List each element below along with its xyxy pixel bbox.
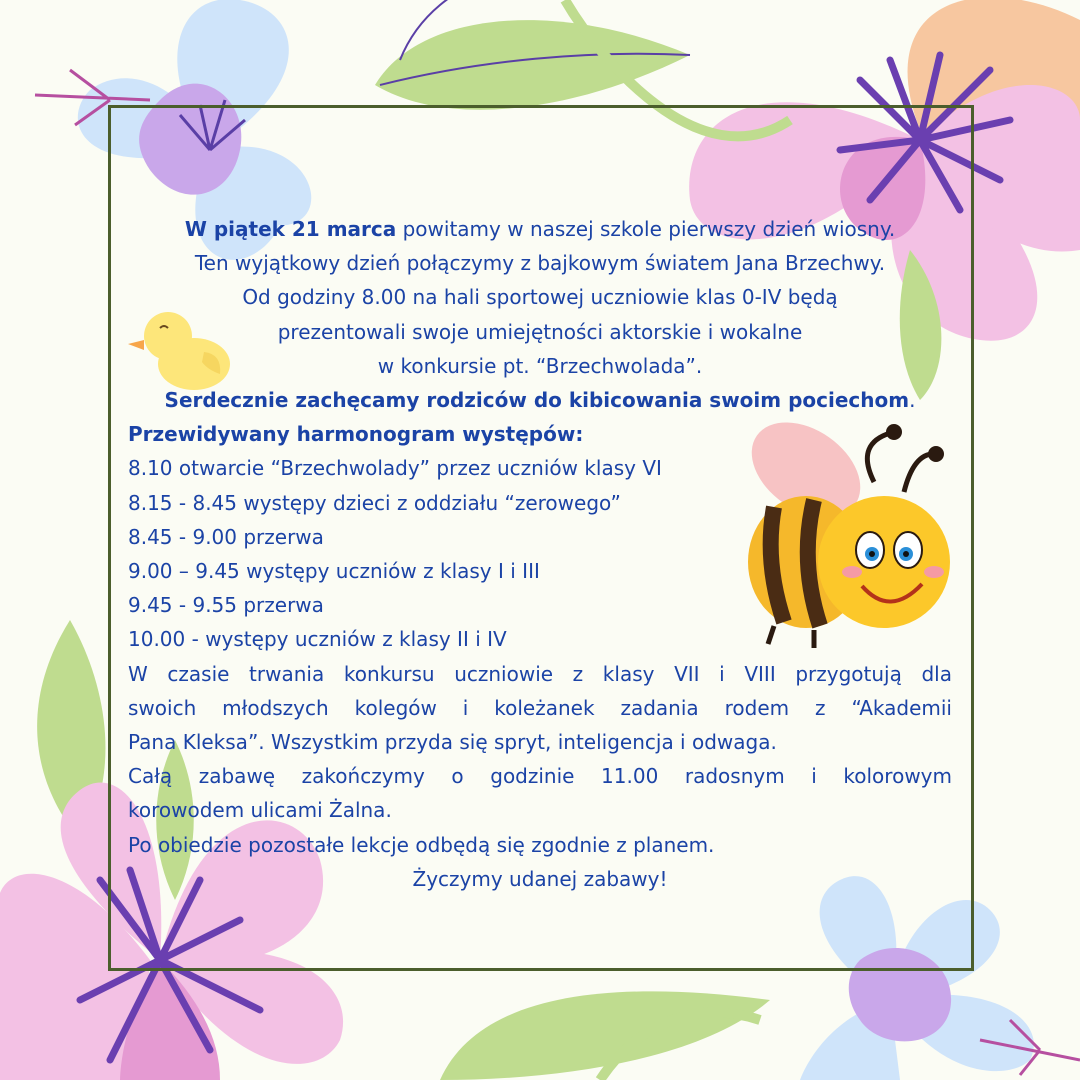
schedule-item: 8.10 otwarcie “Brzechwolady” przez uczniów klasy VI <box>128 456 662 481</box>
details-line: W czasie trwania konkursu uczniowie z klasy VII i VIII przygotują dla <box>128 661 952 686</box>
announcement-text <box>128 212 952 896</box>
details-line: korowodem ulicami Żalna. <box>128 798 392 823</box>
schedule-item: 10.00 - występy uczniów z klasy II i IV <box>128 627 507 652</box>
schedule-item: 9.45 - 9.55 przerwa <box>128 593 324 618</box>
intro-line-1: W piątek 21 marca powitamy w naszej szkole pierwszy dzień wiosny. <box>184 217 896 241</box>
encourage-line: Serdecznie zachęcamy rodziców do kibicowania swoim pociechom. <box>164 388 916 413</box>
intro-line-2: Ten wyjątkowy dzień połączymy z bajkowym światem Jana Brzechwy. <box>194 251 886 276</box>
intro-line-3: Od godziny 8.00 na hali sportowej uczniowie klas 0-IV będą <box>242 285 838 310</box>
details-line: Po obiedzie pozostałe lekcje odbędą się zgodnie z planem. <box>128 832 715 857</box>
schedule-item: 8.15 - 8.45 występy dzieci z oddziału “zerowego” <box>128 490 621 515</box>
details-line: Całą zabawę zakończymy o godzinie 11.00 radosnym i kolorowym <box>128 764 952 789</box>
closing-line: Życzymy udanej zabawy! <box>412 866 668 891</box>
intro-line-4: prezentowali swoje umiejętności aktorskie i wokalne <box>277 319 803 344</box>
schedule-item: 8.45 - 9.00 przerwa <box>128 524 324 549</box>
details-line: swoich młodszych kolegów i koleżanek zadania rodem z “Akademii <box>128 695 952 720</box>
schedule-item: 9.00 – 9.45 występy uczniów z klasy I i III <box>128 559 540 584</box>
schedule-heading: Przewidywany harmonogram występów: <box>128 422 584 447</box>
event-date: W piątek 21 marca <box>184 217 397 241</box>
details-line: Pana Kleksa”. Wszystkim przyda się spryt, inteligencja i odwaga. <box>128 730 777 755</box>
intro-line-5: w konkursie pt. “Brzechwolada”. <box>377 353 703 378</box>
